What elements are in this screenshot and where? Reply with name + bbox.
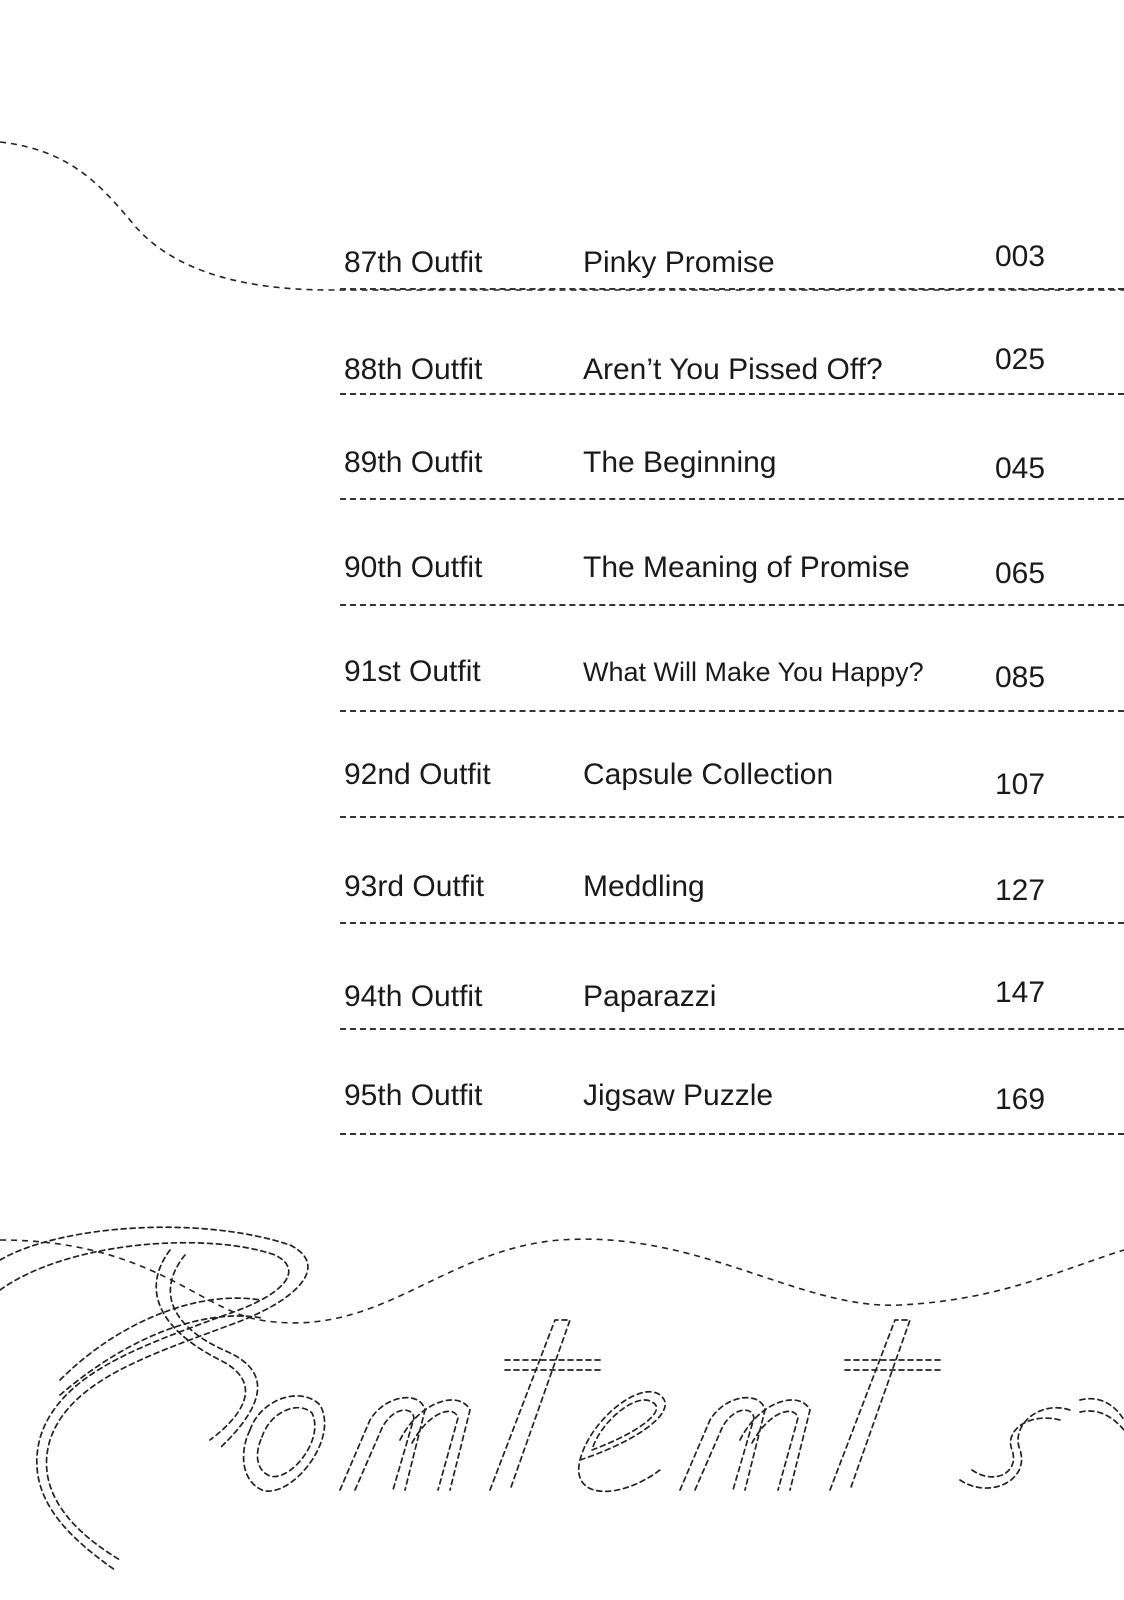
- page-number: 065: [995, 557, 1046, 590]
- chapter-label: 91st Outfit: [344, 655, 481, 688]
- chapter-title: Paparazzi: [583, 980, 717, 1013]
- chapter-label: 89th Outfit: [344, 446, 483, 479]
- chapter-label: 94th Outfit: [344, 980, 483, 1013]
- page-number: 045: [995, 452, 1046, 485]
- chapter-title: The Meaning of Promise: [583, 551, 910, 584]
- chapter-title: Pinky Promise: [583, 246, 775, 279]
- page-number: 025: [995, 343, 1046, 376]
- chapter-label: 93rd Outfit: [344, 870, 485, 903]
- chapter-label: 95th Outfit: [344, 1079, 483, 1112]
- page-number: 107: [995, 768, 1046, 801]
- chapter-title: Jigsaw Puzzle: [583, 1079, 774, 1112]
- chapter-label: 88th Outfit: [344, 353, 483, 386]
- page-number: 085: [995, 661, 1046, 694]
- chapter-title: What Will Make You Happy?: [583, 657, 924, 687]
- page-number: 127: [995, 874, 1046, 907]
- chapter-label: 92nd Outfit: [344, 758, 491, 791]
- chapter-title: Capsule Collection: [583, 758, 834, 791]
- chapter-title: Aren’t You Pissed Off?: [583, 353, 883, 386]
- chapter-label: 90th Outfit: [344, 551, 483, 584]
- page-number: 147: [995, 976, 1046, 1009]
- page-number: 169: [995, 1083, 1046, 1116]
- chapter-title: The Beginning: [583, 446, 777, 479]
- chapter-title: Meddling: [583, 870, 705, 903]
- page-number: 003: [995, 240, 1046, 273]
- chapter-label: 87th Outfit: [344, 246, 483, 279]
